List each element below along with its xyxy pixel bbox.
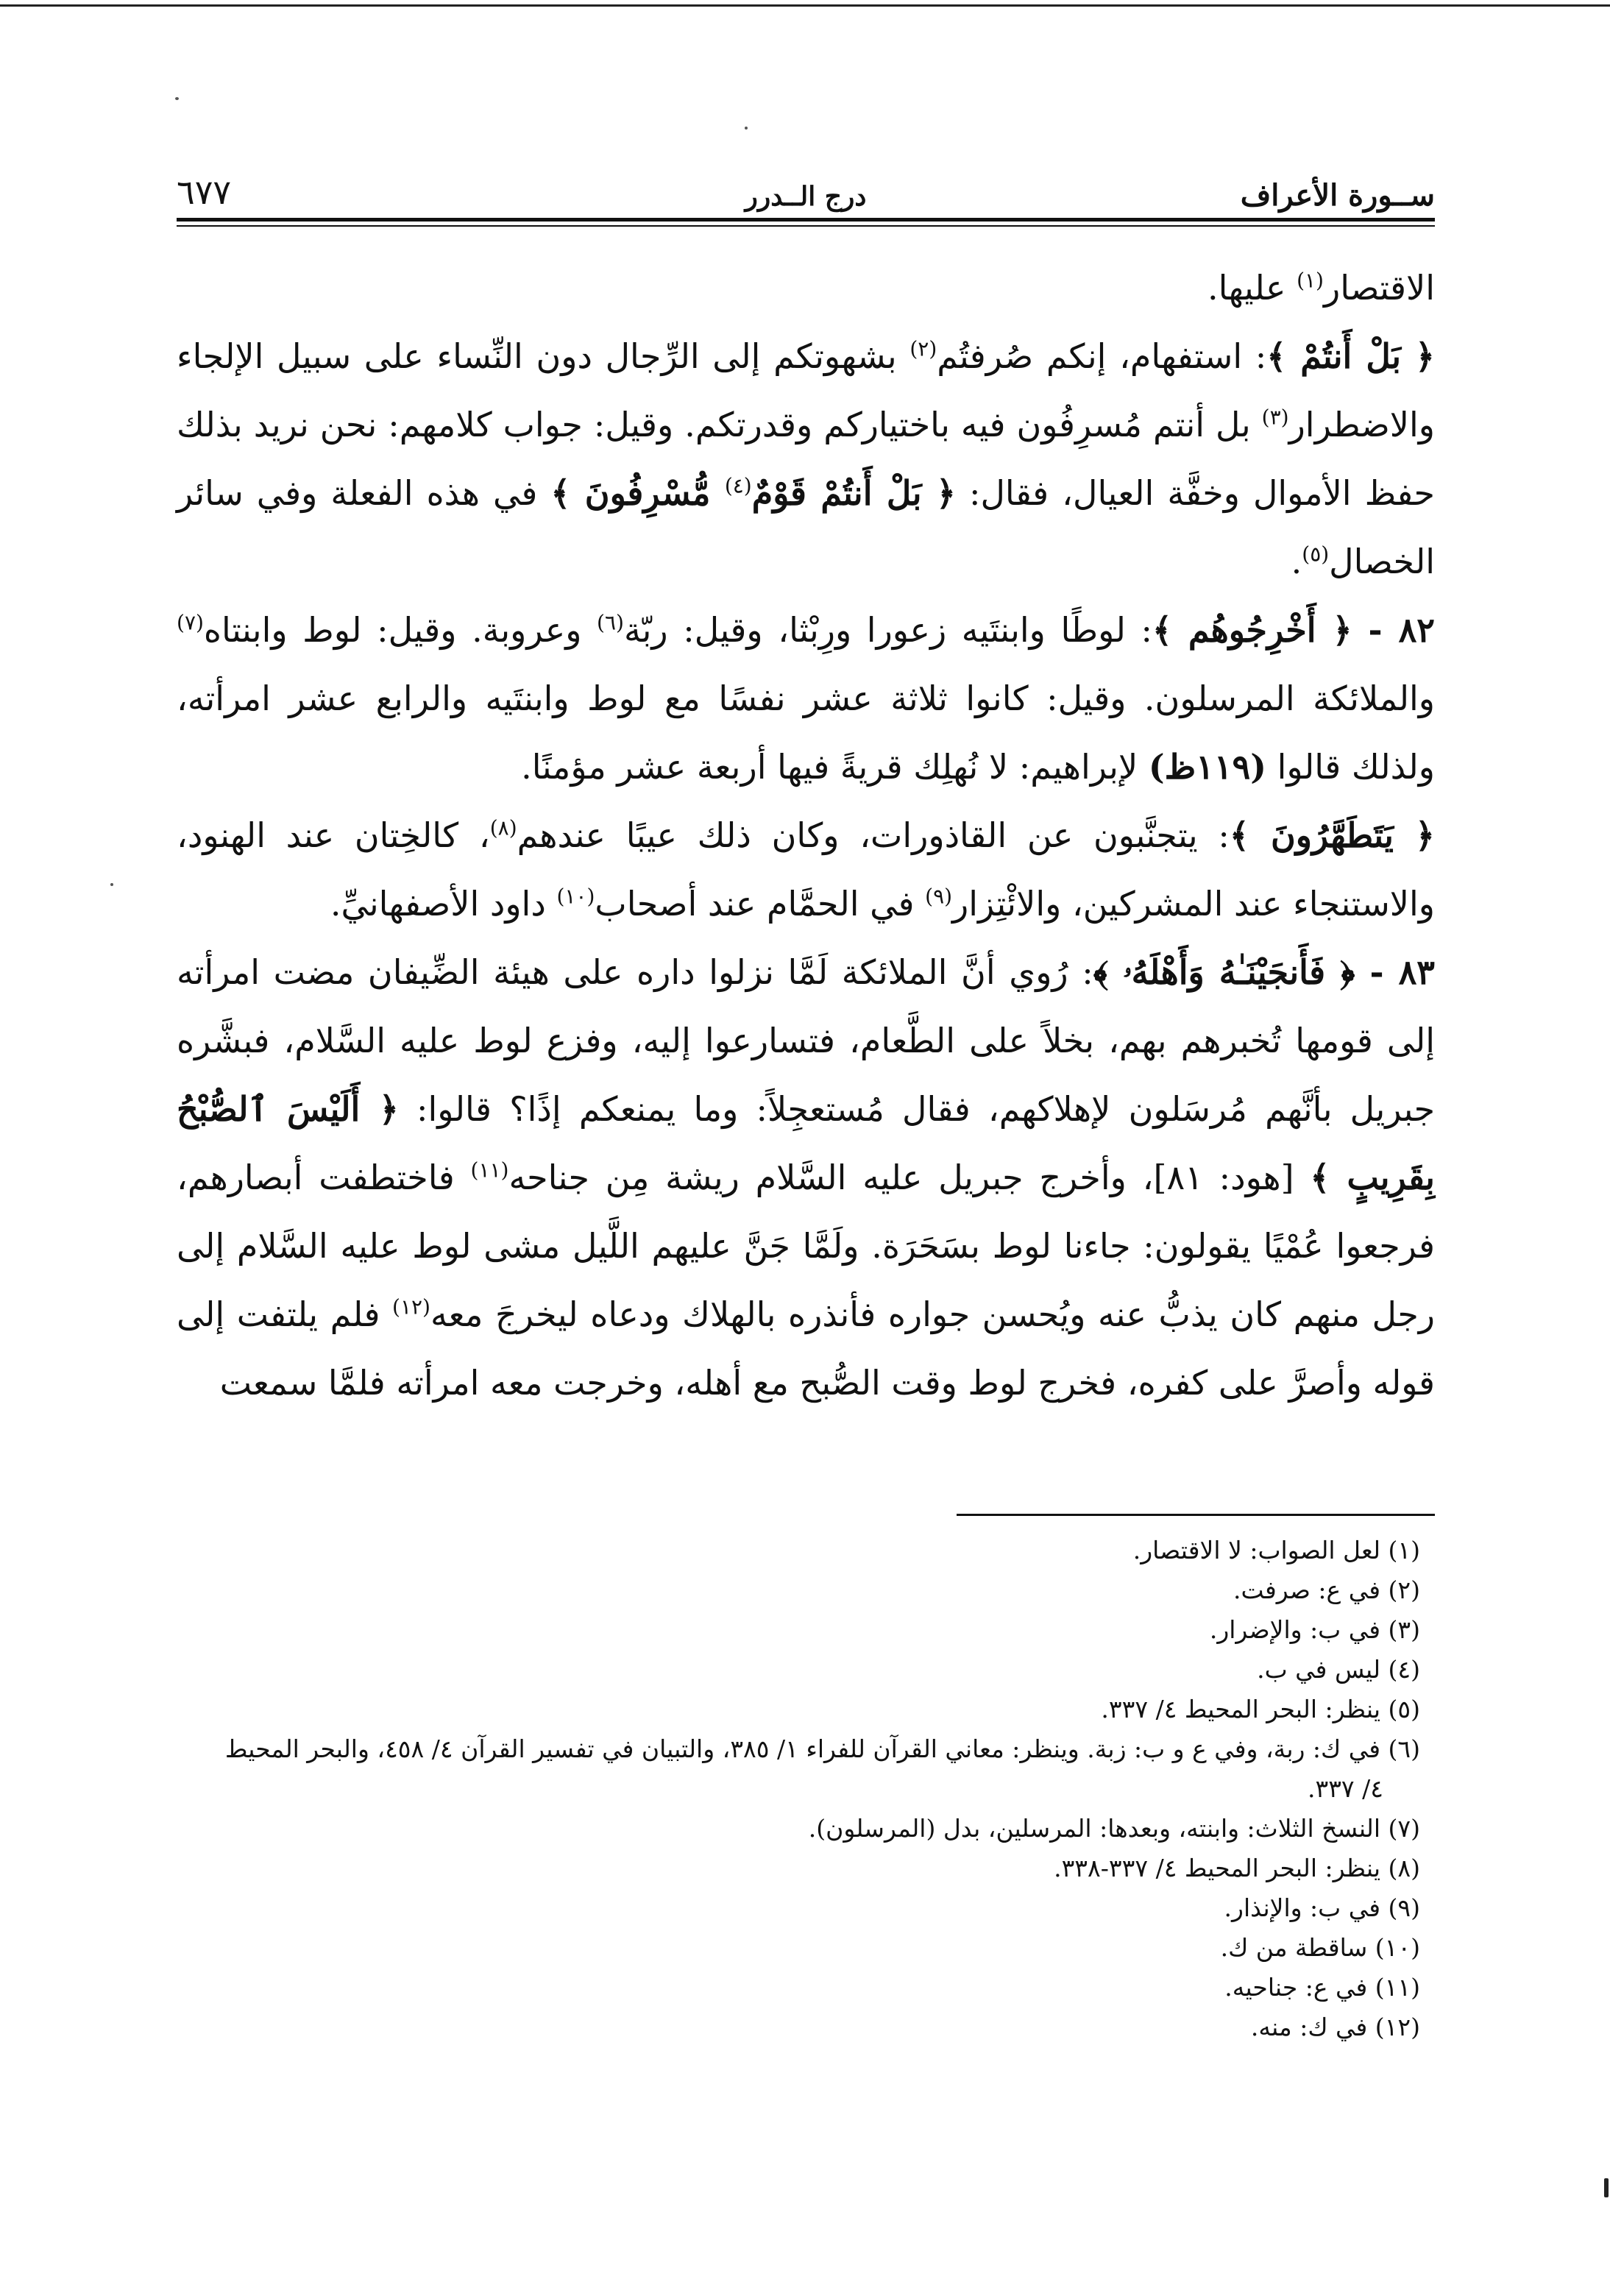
footnote-ref: (٩) xyxy=(925,884,953,909)
header-rule-thick xyxy=(177,218,1435,222)
footnote-ref: (٢) xyxy=(909,336,937,361)
scan-speck xyxy=(745,127,748,130)
footnote-item: (٥) ينظر: البحر المحيط ٤/ ٣٣٧. xyxy=(1101,1695,1420,1723)
footnote-item: (٩) في ب: والإنذار. xyxy=(1224,1893,1420,1922)
verse-number: ٨٣ - xyxy=(1355,952,1435,992)
page-header xyxy=(177,171,1435,222)
footnote-item: (٢) في ع: صرفت. xyxy=(1233,1576,1420,1604)
footnote-item: (٦) في ك: ربة، وفي ع و ب: زبة. وينظر: معاني القرآن للفراء ١/ ٣٨٥، والتبيان في تفسير القرآن ٤/ ٤٥٨، والبحر المحيط xyxy=(224,1735,1420,1763)
scan-edge-mark xyxy=(1604,2178,1609,2197)
footnote-ref: (١) xyxy=(1297,268,1324,293)
footnote-ref: (١٢) xyxy=(392,1294,430,1319)
footnote-ref: (٧) xyxy=(177,610,204,635)
footnote-item: (١) لعل الصواب: لا الاقتصار. xyxy=(1132,1536,1420,1565)
footnote-ref: (١٠) xyxy=(556,884,595,909)
header-rule-thin xyxy=(177,225,1435,227)
footnote-item: (١١) في ع: جناحيه. xyxy=(1224,1973,1420,2002)
main-text xyxy=(177,254,1435,1417)
quran-quote: ﴿ بَلْ أَنتُمْ ﴾ xyxy=(1266,336,1435,376)
quran-quote: ﴿ يَتَطَهَّرُونَ ﴾ xyxy=(1229,815,1435,855)
footnote-item: (٤) ليس في ب. xyxy=(1257,1655,1420,1684)
quran-quote: مُّسْرِفُونَ ﴾ xyxy=(550,473,725,513)
scan-speck xyxy=(110,883,113,886)
footnote-ref: (٨) xyxy=(489,815,517,840)
page-number: ٦٧٧ xyxy=(177,172,232,212)
manuscript-marker: (١١٩ظ) xyxy=(1148,747,1267,787)
quran-quote: ﴿ أَخْرِجُوهُم ﴾ xyxy=(1152,610,1352,650)
paragraph-5: ٨٣ - ﴿ فَأَنجَيْنَـٰهُ وَأَهْلَهُۥ ﴾: رُوي أنَّ الملائكة لَمَّا نزلوا داره على هيئة الضِّيفان مضت امرأته إلى قومها تُخبرهم بهم، بخلاً على الطَّعام، فتسارعوا إليه، وفزع لوط عليه السَّلام، فبشَّره جبريل بأنَّهم مُرسَلون لإهلاكهم، فقال مُستعجِلاً: وما يمنعكم إذًا؟ قالوا: ﴿ أَلَيْسَ ٱلصُّبْحُ بِقَرِيبٍ ﴾ [هود: ٨١]، وأخرج جبريل عليه السَّلام ريشة مِن جناحه$^{(١١)}$ فاختطفت أبصارهم، فرجعوا عُمْيًا يقولون: جاءنا لوط بسَحَرَة. ولَمَّا جَنَّ عليهم اللَّيل مشى لوط عليه السَّلام إلى رجل منهم كان يذبُّ عنه ويُحسن جواره فأنذره بالهلاك ودعاه ليخرجَ معه$^{(١٢)}$ فلم يلتفت إلى قوله وأصرَّ على كفره، فخرج لوط وقت الصُّبح مع أهله، وخرجت معه امرأته فلمَّا سمعت xyxy=(177,952,1436,1403)
paragraph-1: الاقتصار$^{(١)}$ عليها. xyxy=(1208,268,1435,308)
footnotes xyxy=(177,1531,1435,2047)
footnote-item: (٨) ينظر: البحر المحيط ٤/ ٣٣٧-٣٣٨. xyxy=(1054,1854,1420,1882)
paragraph-2: ﴿ بَلْ أَنتُمْ ﴾: استفهام، إنكم صُرفتُم$^{(٢)}$ بشهوتكم إلى الرِّجال دون النِّساء على سبيل الإلجاء والاضطرار$^{(٣)}$ بل أنتم مُسرِفُون فيه باختياركم وقدرتكم. وقيل: جواب كلامهم: نحن نريد بذلك حفظ الأموال وخفَّة العيال، فقال: ﴿ بَلْ أَنتُمْ قَوْمٌ$^{(٤)}$ مُّسْرِفُونَ ﴾ في هذه الفعلة وفي سائر الخصال$^{(٥)}$. xyxy=(177,336,1435,581)
footnote-ref: (٥) xyxy=(1302,542,1330,567)
footnote-item-continued: ٤/ ٣٣٧. xyxy=(1307,1774,1383,1803)
quran-quote: ﴿ فَأَنجَيْنَـٰهُ وَأَهْلَهُۥ ﴾ xyxy=(1093,952,1355,992)
verse-number: ٨٢ - xyxy=(1352,610,1436,650)
footnote-ref: (٣) xyxy=(1261,405,1289,430)
footnote-item: (٧) النسخ الثلاث: وابنته، وبعدها: المرسلين، بدل (المرسلون). xyxy=(808,1814,1420,1843)
footnote-item: (٣) في ب: والإضرار. xyxy=(1209,1615,1420,1644)
footnote-ref: (١١) xyxy=(470,1158,509,1183)
book-title: درج الــدرر xyxy=(745,181,867,212)
paragraph-4: ﴿ يَتَطَهَّرُونَ ﴾: يتجنَّبون عن القاذورات، وكان ذلك عيبًا عندهم$^{(٨)}$، كالخِتان عند الهنود، والاستنجاء عند المشركين، والائْتِزار$^{(٩)}$ في الحمَّام عند أصحاب$^{(١٠)}$ داود الأصفهانيِّ. xyxy=(177,815,1435,924)
footnote-item: (١٠) ساقطة من ك. xyxy=(1220,1933,1420,1962)
footnote-item: (١٢) في ك: منه. xyxy=(1250,2013,1420,2041)
footnote-ref: (٤) xyxy=(724,473,752,498)
scan-top-border xyxy=(0,4,1610,7)
paragraph-3: ٨٢ - ﴿ أَخْرِجُوهُم ﴾: لوطًا وابنتَيه زعورا ورِبْثا، وقيل: ربّة$^{(٦)}$ وعروبة. وقيل: لوط وابنتاه$^{(٧)}$ والملائكة المرسلون. وقيل: كانوا ثلاثة عشر نفسًا مع لوط وابنتَيه والرابع عشر امرأته، ولذلك قالوا (١١٩ظ) لإبراهيم: لا نُهلِك قريةً فيها أربعة عشر مؤمنًا. xyxy=(177,610,1436,787)
footnote-ref: (٦) xyxy=(597,610,624,635)
scan-speck xyxy=(175,97,179,100)
quran-quote: ﴿ أَلَيْسَ ٱلصُّبْحُ بِقَرِيبٍ ﴾ xyxy=(177,1089,1435,1197)
surah-title: ســورة الأعراف xyxy=(1240,178,1435,213)
footnote-separator xyxy=(957,1514,1435,1516)
quran-quote: ﴿ بَلْ أَنتُمْ قَوْمٌ xyxy=(751,473,956,513)
